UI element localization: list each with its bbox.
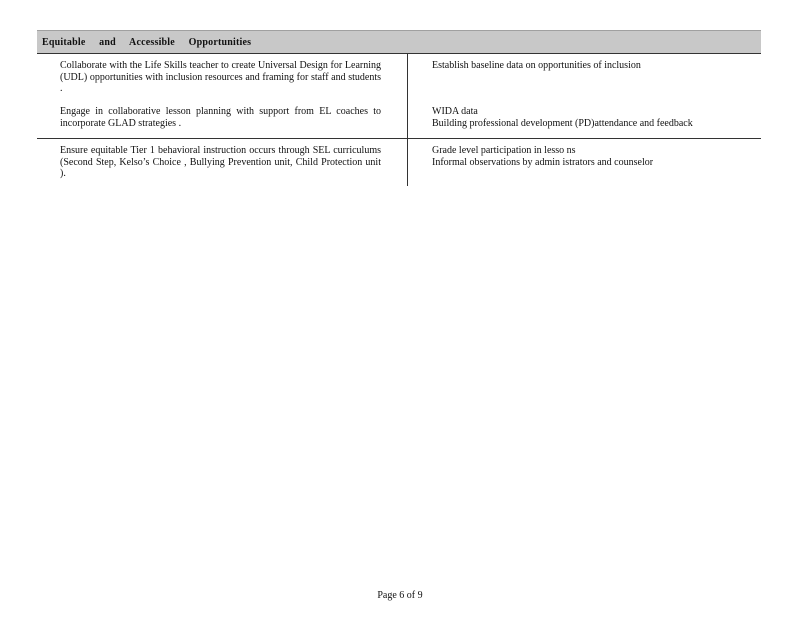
bullet-icon — [413, 118, 432, 130]
list-item: Establish baseline data on opportunities of inclusion — [413, 60, 753, 72]
bullet-icon — [413, 106, 432, 118]
bullet-icon — [413, 60, 432, 72]
list-item: Engage in collaborative lesson planning with support from EL coaches to incorporate GLAD strategies . — [41, 106, 381, 129]
strategy-cell — [37, 100, 408, 138]
table-row — [37, 100, 761, 139]
evidence-cell — [408, 54, 761, 100]
page-number: Page 6 of 9 — [377, 590, 423, 601]
strategy-cell — [37, 139, 408, 186]
list-item: Ensure equitable Tier 1 behavioral instruction occurs through SEL curriculums (Second Step, Kelso’s Choice , Bullying Prevention unit, Child Protection unit ). — [41, 145, 381, 180]
section-title: Equitable and Accessible Opportunities — [42, 36, 252, 48]
bullet-icon — [41, 60, 60, 95]
bullet-icon — [413, 157, 432, 169]
section-header — [37, 30, 761, 54]
strategy-table — [37, 30, 761, 186]
bullet-icon — [41, 145, 60, 180]
bullet-icon — [41, 106, 60, 129]
evidence-cell — [408, 100, 761, 138]
bullet-icon — [413, 145, 432, 157]
table-row — [37, 54, 761, 100]
list-item: WIDA data — [413, 106, 753, 118]
list-item: Building professional development (PD)attendance and feedback — [413, 118, 753, 130]
list-item: Informal observations by admin istrators and counselor — [413, 157, 753, 169]
list-item: Collaborate with the Life Skills teacher to create Universal Design for Learning (UDL) opportunities with inclusion resources and framing for staff and students . — [41, 60, 381, 95]
list-item: Grade level participation in lesso ns — [413, 145, 753, 157]
table-row — [37, 139, 761, 186]
strategy-cell — [37, 54, 408, 100]
evidence-cell — [408, 139, 761, 186]
